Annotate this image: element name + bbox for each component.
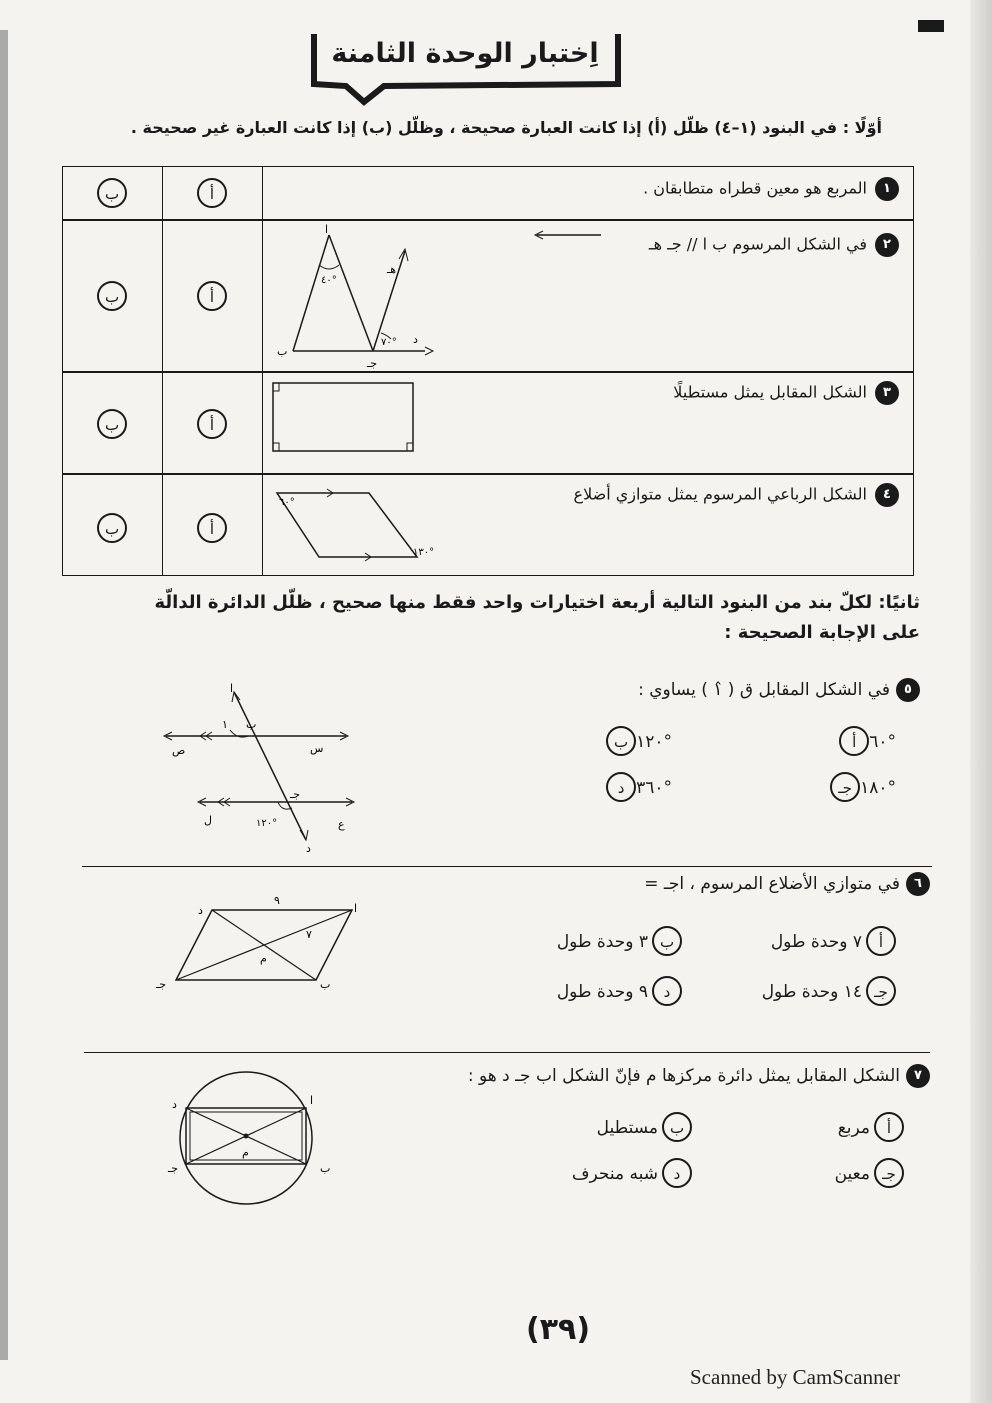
scan-left-edge — [0, 30, 58, 1360]
figure-3-rectangle — [271, 381, 421, 461]
option-text: ٧ وحدة طول — [770, 932, 862, 952]
table-row — [62, 372, 914, 474]
option-text: ٣٦٠° — [636, 778, 672, 798]
choice-b-bubble[interactable]: ب — [97, 178, 127, 208]
option-bubble[interactable]: د — [606, 772, 636, 802]
choice-a-cell — [163, 221, 263, 371]
option-c[interactable] — [826, 772, 896, 802]
statement — [649, 233, 899, 257]
divider — [82, 866, 932, 867]
label-s: س — [310, 742, 324, 755]
statement-text: الشكل الرباعي المرسوم يمثل متوازي أضلاع — [573, 484, 867, 504]
option-text: شبه منحرف — [571, 1164, 658, 1184]
item-number-badge: ٤ — [875, 483, 899, 507]
label-l: ل — [204, 814, 212, 827]
choice-b-bubble[interactable]: ب — [97, 513, 127, 543]
angle-120: ١٢٠° — [256, 818, 278, 829]
label-h: هـ — [387, 263, 397, 276]
triangle-right-side — [329, 235, 373, 351]
choice-a-bubble[interactable]: أ — [197, 281, 227, 311]
choice-b-bubble[interactable]: ب — [97, 281, 127, 311]
label-d: د — [306, 842, 311, 855]
statement-text: المربع هو معين قطراه متطابقان . — [643, 178, 867, 198]
label-j: جـ — [290, 788, 301, 801]
choice-b-cell — [63, 475, 163, 575]
label-j: جـ — [168, 1162, 179, 1175]
true-false-table — [62, 166, 914, 576]
question-text: في الشكل المقابل ق ( ١̂ ) يساوي : — [638, 680, 890, 700]
option-text: مستطيل — [596, 1118, 658, 1138]
angle-40: ٤٠° — [321, 275, 337, 286]
option-b[interactable] — [597, 1112, 692, 1142]
option-a[interactable] — [771, 926, 896, 956]
option-bubble[interactable]: ب — [606, 726, 636, 756]
option-a[interactable] — [835, 726, 896, 756]
option-text: معين — [834, 1164, 870, 1184]
part2-instructions: ثانيًا: لكلّ بند من البنود التالية أربعة اختيارات واحد فقط منها صحيح ، ظلّل الدائرة الدالّة على الإجابة الصحيحة : — [154, 592, 920, 643]
question-text: في متوازي الأضلاع المرسوم ، اجـ = — [644, 874, 900, 894]
choice-b-cell — [63, 167, 163, 219]
figure-6-parallelogram — [152, 890, 372, 1000]
statement-text: الشكل المقابل يمثل مستطيلًا — [673, 382, 867, 402]
figure-5-parallel-lines — [156, 680, 376, 860]
angle-130: ١٣٠° — [413, 547, 435, 558]
option-bubble[interactable]: د — [652, 976, 682, 1006]
item-number-badge: ٢ — [875, 233, 899, 257]
figure-4-parallelogram — [269, 485, 459, 565]
segment-7: ٧ — [306, 928, 312, 941]
choice-b-cell — [63, 373, 163, 473]
statement — [643, 177, 899, 201]
option-bubble[interactable]: ب — [662, 1112, 692, 1142]
choice-b-cell — [63, 221, 163, 371]
label-c: ص — [172, 744, 186, 757]
choice-a-bubble[interactable]: أ — [197, 409, 227, 439]
option-bubble[interactable]: جـ — [866, 976, 896, 1006]
label-a: ا — [310, 1094, 314, 1107]
choice-a-bubble[interactable]: أ — [197, 513, 227, 543]
choice-a-cell — [163, 167, 263, 219]
option-bubble[interactable]: ب — [652, 926, 682, 956]
scan-right-edge — [970, 0, 992, 1403]
label-m: م — [260, 952, 267, 965]
option-bubble[interactable]: أ — [866, 926, 896, 956]
label-b: ب — [320, 978, 331, 991]
angle-1-label: ١ — [222, 718, 228, 731]
question-6 — [410, 872, 930, 896]
label-a: ا — [354, 902, 358, 915]
option-bubble[interactable]: أ — [839, 726, 869, 756]
part1-instructions: أوّلًا : في البنود (١–٤) ظلّل (أ) إذا كانت العبارة صحيحة ، وظلّل (ب) إذا كانت العبارة غير صحيحة . — [130, 118, 882, 137]
choice-a-bubble[interactable]: أ — [197, 178, 227, 208]
option-a[interactable] — [838, 1112, 904, 1142]
label-b: ب — [320, 1162, 331, 1175]
option-bubble[interactable]: جـ — [874, 1158, 904, 1188]
option-b[interactable] — [602, 726, 672, 756]
angle-60: ٦٠° — [279, 497, 295, 508]
option-text: ١٢٠° — [636, 732, 672, 752]
option-d[interactable] — [572, 1158, 692, 1188]
angle-70: ٧٠° — [381, 337, 397, 348]
option-bubble[interactable]: د — [662, 1158, 692, 1188]
choice-a-cell — [163, 475, 263, 575]
label-d: د — [413, 333, 418, 346]
choice-b-bubble[interactable]: ب — [97, 409, 127, 439]
item-number-badge: ٣ — [875, 381, 899, 405]
question-7 — [350, 1064, 930, 1088]
label-d: د — [172, 1098, 177, 1111]
option-text: مربع — [837, 1118, 870, 1138]
table-row — [62, 474, 914, 576]
page-number: (٣٩) — [525, 1312, 591, 1347]
figure-7-circle-rectangle — [164, 1064, 344, 1214]
label-a: ا — [325, 223, 329, 236]
triangle-left-side — [293, 235, 329, 351]
option-bubble[interactable]: أ — [874, 1112, 904, 1142]
option-d[interactable] — [557, 976, 682, 1006]
option-c[interactable] — [762, 976, 896, 1006]
option-text: ٦٠° — [869, 732, 896, 752]
option-text: ١٤ وحدة طول — [761, 982, 862, 1002]
table-row — [62, 220, 914, 372]
page-title: اِختبار الوحدة الثامنة — [331, 38, 599, 69]
label-j: جـ — [367, 357, 378, 370]
statement-text: في الشكل المرسوم ب ا // جـ هـ — [648, 234, 867, 254]
label-d: د — [198, 904, 203, 917]
label-b: ب — [246, 718, 257, 731]
choice-a-cell — [163, 373, 263, 473]
statement — [673, 381, 899, 405]
question-text: الشكل المقابل يمثل دائرة مركزها م فإنّ الشكل اب جـ د هو : — [467, 1066, 900, 1086]
item-number-badge: ١ — [875, 177, 899, 201]
overline-arrow-ab — [531, 223, 611, 247]
option-text: ٩ وحدة طول — [556, 982, 648, 1002]
title-banner — [306, 24, 624, 92]
label-a: ا — [230, 682, 234, 695]
label-m: م — [242, 1146, 249, 1159]
option-text: ١٨٠° — [860, 778, 896, 798]
table-row — [62, 166, 914, 220]
divider — [84, 1052, 930, 1053]
figure-2-diagram — [263, 221, 503, 371]
label-b: ب — [277, 345, 288, 358]
side-9: ٩ — [274, 894, 280, 907]
question-5 — [400, 678, 920, 702]
item-number-badge: ٥ — [896, 678, 920, 702]
label-j: جـ — [156, 978, 167, 991]
corner-mark — [918, 20, 944, 32]
option-bubble[interactable]: جـ — [830, 772, 860, 802]
option-text: ٣ وحدة طول — [556, 932, 648, 952]
item-number-badge: ٦ — [906, 872, 930, 896]
label-e: ع — [338, 818, 345, 831]
statement — [574, 483, 899, 507]
option-d[interactable] — [602, 772, 672, 802]
option-c[interactable] — [835, 1158, 904, 1188]
option-b[interactable] — [557, 926, 682, 956]
item-number-badge: ٧ — [906, 1064, 930, 1088]
scanner-watermark: Scanned by CamScanner — [690, 1365, 900, 1389]
